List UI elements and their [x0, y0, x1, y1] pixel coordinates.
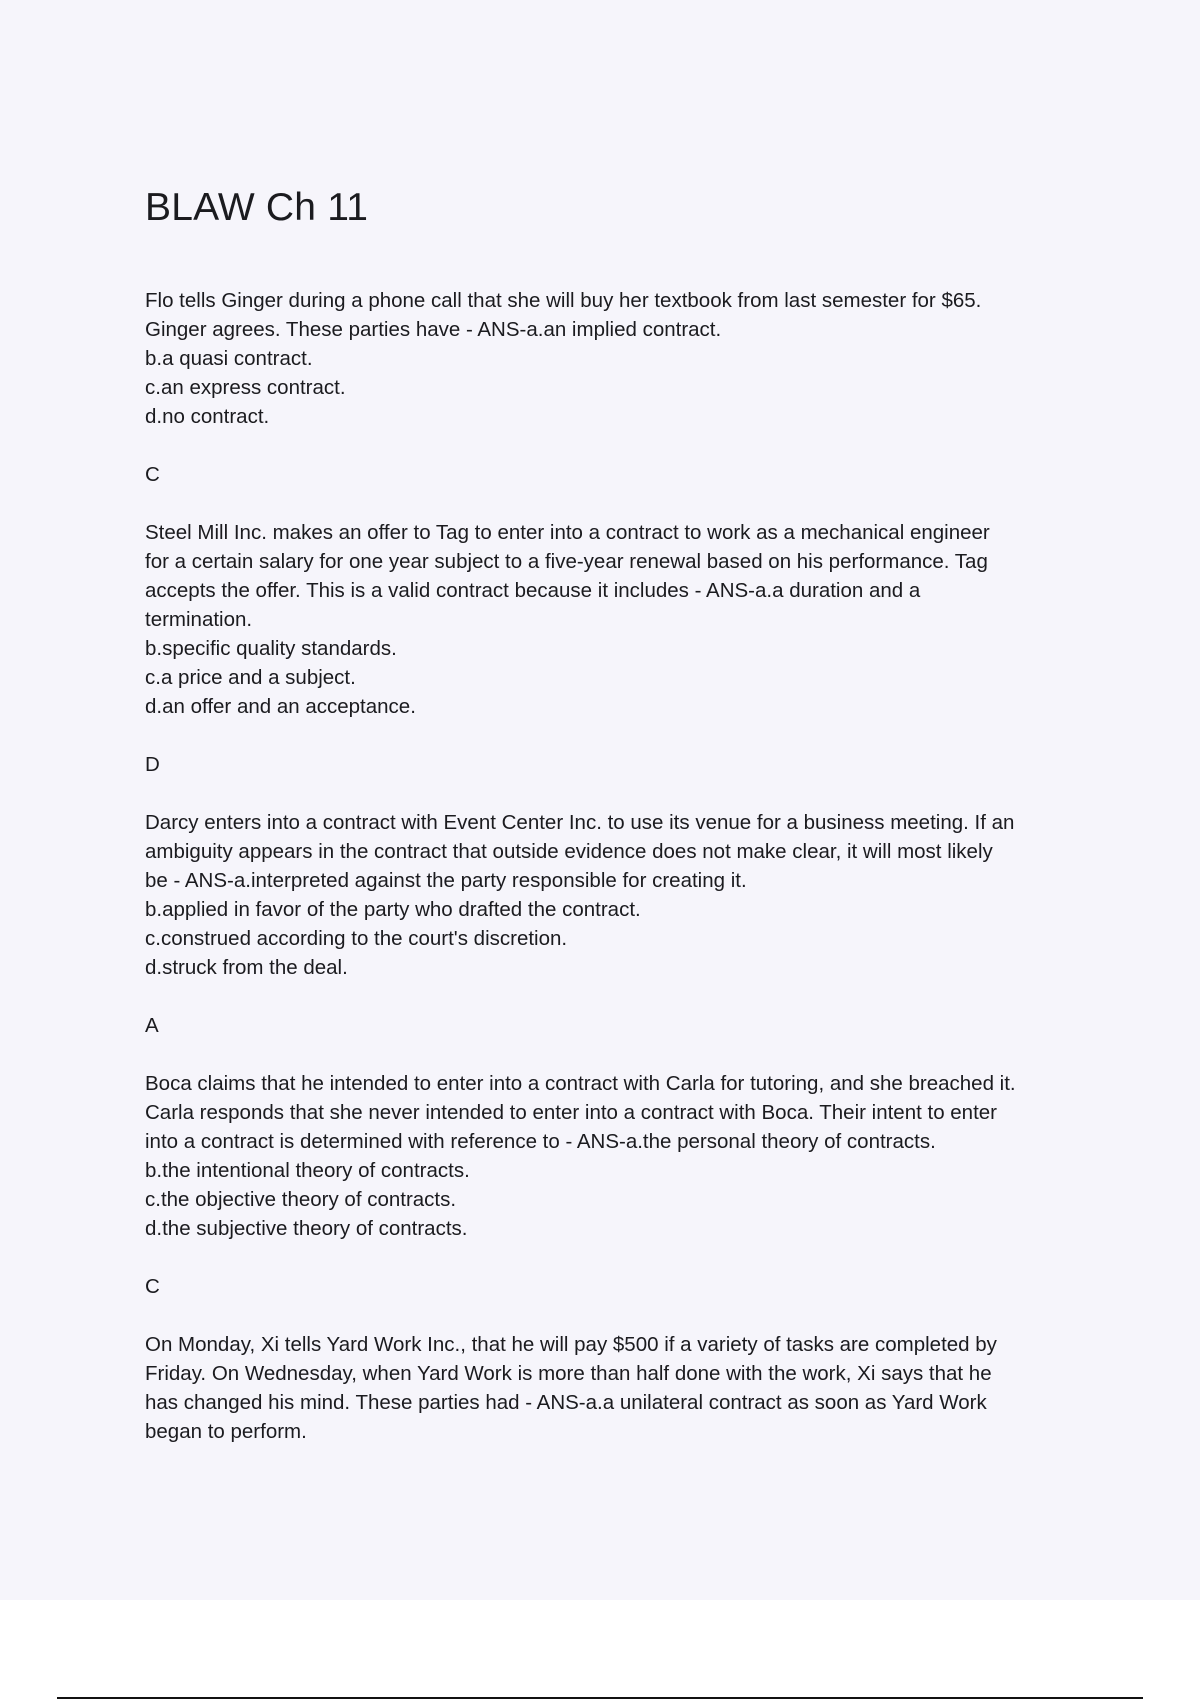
question-line: Darcy enters into a contract with Event Center Inc. to use its venue for a business meeting. If an — [145, 811, 1015, 834]
question-text — [145, 286, 1095, 431]
answer-letter: C — [145, 1275, 160, 1298]
answer-letter: C — [145, 463, 160, 486]
footer-divider — [57, 1697, 1143, 1699]
question-text — [145, 1330, 1095, 1446]
question-line: Friday. On Wednesday, when Yard Work is more than half done with the work, Xi says that he — [145, 1362, 992, 1385]
question-text — [145, 518, 1095, 721]
answer-letter: A — [145, 1014, 159, 1037]
question-text — [145, 808, 1095, 982]
qa-item — [145, 808, 1095, 1040]
choice-line: b.a quasi contract. — [145, 347, 313, 370]
choice-line: d.the subjective theory of contracts. — [145, 1217, 468, 1240]
choice-line: d.struck from the deal. — [145, 956, 348, 979]
document-title: BLAW Ch 11 — [145, 186, 369, 229]
qa-item — [145, 1069, 1095, 1301]
question-line: On Monday, Xi tells Yard Work Inc., that he will pay $500 if a variety of tasks are completed by — [145, 1333, 997, 1356]
question-line: Carla responds that she never intended to enter into a contract with Boca. Their intent to enter — [145, 1101, 998, 1124]
document-content — [145, 182, 1095, 1446]
choice-line: b.applied in favor of the party who drafted the contract. — [145, 898, 641, 921]
question-line: has changed his mind. These parties had - ANS-a.a unilateral contract as soon as Yard Work — [145, 1391, 987, 1414]
answer-letter: D — [145, 753, 160, 776]
choice-line: c.construed according to the court's discretion. — [145, 927, 568, 950]
question-line: accepts the offer. This is a valid contract because it includes - ANS-a.a duration and a — [145, 579, 921, 602]
choice-line: b.the intentional theory of contracts. — [145, 1159, 470, 1182]
question-line: Ginger agrees. These parties have - ANS-a.an implied contract. — [145, 318, 722, 341]
question-line: ambiguity appears in the contract that outside evidence does not make clear, it will most likely — [145, 840, 993, 863]
choice-line: c.the objective theory of contracts. — [145, 1188, 457, 1211]
choice-line: d.no contract. — [145, 405, 270, 428]
question-line: be - ANS-a.interpreted against the party responsible for creating it. — [145, 869, 747, 892]
question-line: for a certain salary for one year subject to a five-year renewal based on his performance. Tag — [145, 550, 988, 573]
qa-item — [145, 1330, 1095, 1446]
choice-line: b.specific quality standards. — [145, 637, 397, 660]
qa-item — [145, 286, 1095, 489]
question-line: Boca claims that he intended to enter into a contract with Carla for tutoring, and she breached it. — [145, 1072, 1016, 1095]
question-text — [145, 1069, 1095, 1243]
choice-line: d.an offer and an acceptance. — [145, 695, 416, 718]
question-line: termination. — [145, 608, 253, 631]
qa-item — [145, 518, 1095, 779]
question-line: began to perform. — [145, 1420, 307, 1443]
choice-line: c.a price and a subject. — [145, 666, 356, 689]
question-line: Flo tells Ginger during a phone call that she will buy her textbook from last semester for $65. — [145, 289, 982, 312]
question-line: into a contract is determined with reference to - ANS-a.the personal theory of contracts. — [145, 1130, 936, 1153]
question-line: Steel Mill Inc. makes an offer to Tag to enter into a contract to work as a mechanical engineer — [145, 521, 990, 544]
choice-line: c.an express contract. — [145, 376, 346, 399]
